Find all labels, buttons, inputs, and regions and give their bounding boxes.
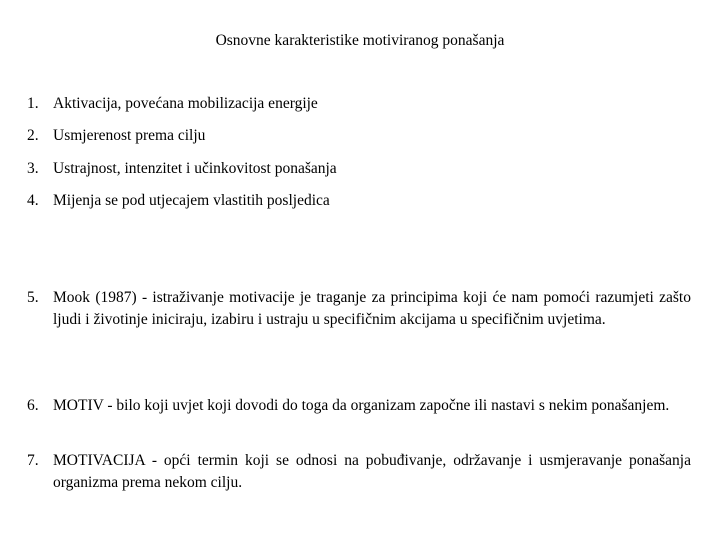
list-item-text: Ustrajnost, intenzitet i učinkovitost ponašanja (53, 160, 337, 177)
list-item-text: Aktivacija, povećana mobilizacija energije (53, 95, 318, 112)
list-item-number: 6. (27, 397, 39, 414)
list-item (27, 450, 691, 494)
list-item-number: 2. (27, 127, 39, 144)
list-item-number: 7. (27, 452, 39, 469)
list-item-number: 1. (27, 95, 39, 112)
list-item (27, 190, 691, 212)
list-item-number: 3. (27, 160, 39, 177)
list-item-text: Mijenja se pod utjecajem vlastitih posljedica (53, 192, 330, 209)
page-title: Osnovne karakteristike motiviranog ponašanja (215, 32, 505, 49)
list-item (27, 125, 691, 147)
list-item-text: Usmjerenost prema cilju (53, 127, 206, 144)
list-item (27, 93, 691, 115)
list-item (27, 287, 691, 331)
list-item-number: 5. (27, 289, 39, 306)
list-item-text: Mook (1987) - istraživanje motivacije je traganje za principima koji će nam pomoći razumjeti zašto ljudi i životinje iniciraju, izabiru i ustraju u specifičnim akcijama u specifičnim uvjetima. (53, 289, 691, 328)
list-item (27, 158, 691, 180)
list-item-text: MOTIVACIJA - opći termin koji se odnosi na pobuđivanje, održavanje i usmjeravanje ponašanja organizma prema nekom cilju. (53, 452, 691, 491)
list-item-text: MOTIV - bilo koji uvjet koji dovodi do toga da organizam započne ili nastavi s nekim ponašanjem. (53, 397, 670, 414)
list-item-number: 4. (27, 192, 39, 209)
list-item (27, 395, 691, 417)
